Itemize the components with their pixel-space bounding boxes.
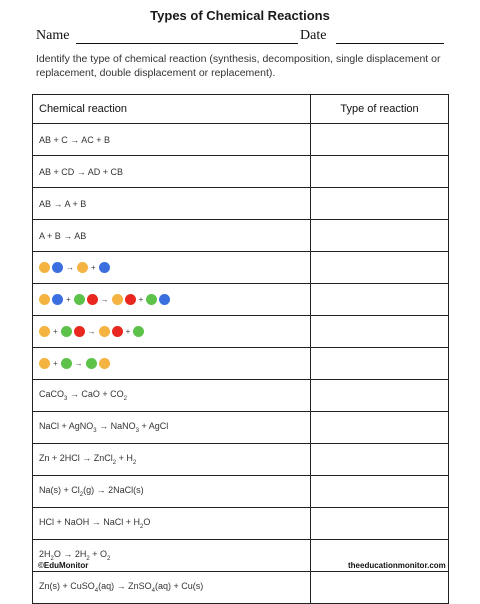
green-particle: [61, 358, 72, 369]
reaction-cell: NaCl + AgNO$_3$ → NaNO$_3$ + AgCl: [33, 412, 311, 444]
blue-particle: [159, 294, 170, 305]
plus-symbol: +: [138, 295, 144, 304]
red-particle: [87, 294, 98, 305]
reaction-type-answer-cell[interactable]: [311, 348, 449, 380]
table-row: [33, 572, 449, 604]
header-chemical-reaction: Chemical reaction: [33, 95, 311, 124]
reaction-cell: HCl + NaOH → NaCl + $H_2O$: [33, 508, 311, 540]
reaction-cell: $Na(s) + Cl_2(g)$ → 2NaCl(s): [33, 476, 311, 508]
plus-symbol: +: [53, 327, 58, 336]
table-row: [33, 316, 449, 348]
blue-particle: [52, 262, 63, 273]
reaction-cell: AB + CD → AD + CB: [33, 156, 311, 188]
table-row: [33, 444, 449, 476]
worksheet-title: Types of Chemical Reactions: [150, 8, 330, 23]
orange-particle: [112, 294, 123, 305]
reactions-table-body: [33, 124, 449, 604]
website-footer: theeducationmonitor.com: [348, 561, 446, 570]
table-row: [33, 188, 449, 220]
orange-particle: [39, 294, 50, 305]
red-particle: [112, 326, 123, 337]
blue-particle: [99, 262, 110, 273]
table-row: [33, 508, 449, 540]
table-row: [33, 220, 449, 252]
table-row: [33, 124, 449, 156]
particle-equation: [39, 326, 304, 337]
reaction-type-answer-cell[interactable]: [311, 444, 449, 476]
reaction-cell: AB + C → AC + B: [33, 124, 311, 156]
particle-equation: [39, 294, 304, 305]
reaction-cell: AB → A + B: [33, 188, 311, 220]
reaction-type-answer-cell[interactable]: [311, 508, 449, 540]
reaction-type-answer-cell[interactable]: [311, 412, 449, 444]
reaction-cell: Zn(s) + CuSO$_4$(aq) → ZnSO$_4$(aq) + Cu(s): [33, 572, 311, 604]
reaction-type-answer-cell[interactable]: [311, 156, 449, 188]
plus-symbol: +: [66, 295, 71, 304]
reaction-type-answer-cell[interactable]: [311, 476, 449, 508]
green-particle: [74, 294, 85, 305]
particle-equation: [39, 358, 304, 369]
reaction-cell: [33, 316, 311, 348]
red-particle: [74, 326, 85, 337]
green-particle: [133, 326, 144, 337]
table-row: [33, 252, 449, 284]
orange-particle: [39, 326, 50, 337]
blue-particle: [52, 294, 63, 305]
table-row: [33, 284, 449, 316]
date-label: Date: [300, 28, 327, 43]
name-label: Name: [36, 28, 70, 43]
table-row: [33, 156, 449, 188]
plus-symbol: +: [125, 327, 131, 336]
reaction-cell: A + B → AB: [33, 220, 311, 252]
arrow-symbol: →: [87, 327, 96, 336]
instructions-text: Identify the type of chemical reaction (synthesis, decomposition, single displacement or replacement, double displacement or replacement).: [36, 53, 441, 79]
reaction-cell: [33, 348, 311, 380]
reaction-type-answer-cell[interactable]: [311, 316, 449, 348]
reaction-cell: [33, 284, 311, 316]
reactions-table: [32, 94, 449, 604]
orange-particle: [39, 358, 50, 369]
orange-particle: [77, 262, 88, 273]
table-header-row: [33, 95, 449, 124]
reaction-type-answer-cell[interactable]: [311, 124, 449, 156]
reaction-type-answer-cell[interactable]: [311, 284, 449, 316]
reaction-type-answer-cell[interactable]: [311, 380, 449, 412]
reaction-type-answer-cell[interactable]: [311, 220, 449, 252]
reaction-cell: [33, 252, 311, 284]
red-particle: [125, 294, 136, 305]
table-row: [33, 476, 449, 508]
reaction-type-answer-cell[interactable]: [311, 572, 449, 604]
header-type-of-reaction: Type of reaction: [311, 95, 449, 124]
name-date-row: [36, 28, 446, 46]
orange-particle: [99, 358, 110, 369]
orange-particle: [99, 326, 110, 337]
reaction-cell: Zn + 2HCl → ZnCl$_2$ + $H_2$: [33, 444, 311, 476]
table-row: [33, 348, 449, 380]
arrow-symbol: →: [66, 263, 74, 272]
date-field[interactable]: [336, 43, 444, 44]
reaction-type-answer-cell[interactable]: [311, 252, 449, 284]
green-particle: [61, 326, 72, 337]
arrow-symbol: →: [74, 359, 83, 368]
copyright-footer: ©EduMonitor: [38, 561, 89, 570]
name-field[interactable]: [76, 43, 298, 44]
particle-equation: [39, 262, 304, 273]
orange-particle: [39, 262, 50, 273]
reaction-type-answer-cell[interactable]: [311, 188, 449, 220]
plus-symbol: +: [91, 263, 96, 272]
reaction-cell: $2H_2O \to 2H_2 + O_2$: [33, 540, 311, 572]
table-row: [33, 380, 449, 412]
plus-symbol: +: [53, 359, 58, 368]
green-particle: [86, 358, 97, 369]
arrow-symbol: →: [100, 295, 109, 304]
table-row: [33, 412, 449, 444]
reaction-cell: CaCO$_3$ → CaO + $CO_2$: [33, 380, 311, 412]
green-particle: [146, 294, 157, 305]
